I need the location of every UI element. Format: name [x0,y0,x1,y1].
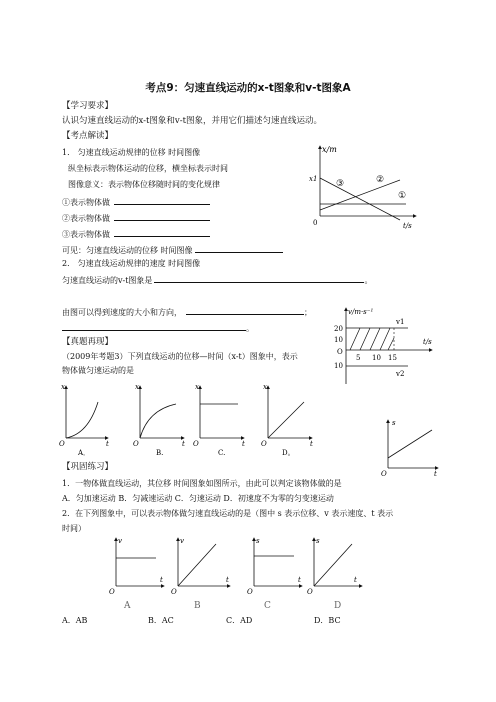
point-3-text: 由图可以得到速度的大小和方向， ； [62,308,312,317]
svg-text:t: t [182,440,185,448]
svg-text:O: O [109,588,115,596]
vt-figure [328,302,438,388]
q2-graph-d[interactable] [307,537,362,611]
section-consolidation: 【巩固练习】 [62,462,114,472]
svg-text:t: t [226,576,229,584]
q2-option-c[interactable]: C．AD [226,616,253,625]
q0-d-line [268,402,304,438]
svg-text:O: O [171,588,177,596]
point-2-heading: 2． 匀速直线运动规律的速度 时间图像 [62,259,201,268]
vt-ytick-20: 20 [334,325,343,333]
vt-blank[interactable] [154,274,364,283]
vt-ylabel: v/m·s⁻¹ [348,308,374,316]
item-3: ③表示物体做 [62,228,210,240]
xt-curve-3-label: ③ [336,179,345,189]
direction-blank[interactable] [62,322,246,331]
question-2: 2．在下列图象中，可以表示物体做匀速直线运动的是（图中 s 表示位移、v 表示速度、t 表示 [62,509,394,518]
question-2009: （2009年考题3）下列直线运动的位移—时间（x-t）图象中，表示 [62,352,298,361]
q0-b-curve [140,404,176,438]
svg-text:O: O [247,588,253,596]
point-1-heading: 1． 匀速直线运动规律的位移 时间图像 [62,148,201,157]
svg-text:O: O [261,440,267,448]
q0-graphs [58,380,318,458]
svg-text:s: s [256,537,260,545]
svg-text:O: O [59,440,65,448]
q1-line [388,430,432,458]
conclusion-blank[interactable] [195,244,283,253]
vt-hatch [350,328,394,350]
q2-graphs [104,534,364,614]
vt-v1-label: v1 [396,318,405,326]
svg-text:C: C [264,601,271,611]
vt-xlabel: t/s [423,338,432,346]
point-1-meaning: 图像意义：表示物体位移随时间的变化规律 [68,180,220,189]
point-2-text: 匀速直线运动的v-t图象是 。 [62,276,373,285]
xt-curve-2-label: ② [376,175,385,185]
svg-text:t: t [354,576,357,584]
vt-origin: O [337,348,343,356]
requirements-text: 认识匀速直线运动的x-t图象和v-t图象，并用它们描述匀速直线运动。 [62,116,323,126]
svg-text:C.: C. [218,449,226,457]
vt-xtick-5: 5 [356,354,361,362]
point-1-axis-desc: 纵坐标表示物体运动的位移，横坐标表示时间 [68,164,228,173]
q2-option-b[interactable]: B．AC [148,616,174,625]
svg-text:t: t [160,576,163,584]
svg-text:v: v [180,537,184,545]
xt-figure [308,140,424,234]
question-2009-line2: 物体做匀速运动的是 [62,366,134,375]
item-2: ②表示物体做 [62,212,210,224]
question-2-line2: 时间） [62,524,86,533]
speed-blank[interactable] [186,306,304,315]
point-1-conclusion: 可见：匀速直线运动的位移 时间图像 [62,244,283,256]
svg-text:v: v [118,537,122,545]
svg-text:D: D [334,601,342,611]
svg-text:O: O [381,470,387,478]
item-1-blank[interactable] [114,196,210,205]
section-real-exam: 【真题再现】 [62,337,114,347]
question-1: 1．一物体做直线运动，其位移 时间图象如图所示，由此可以判定该物体做的是 [62,479,342,488]
item-2-blank[interactable] [114,212,210,221]
q0-graph-d[interactable] [261,383,313,457]
svg-text:x: x [135,383,139,391]
svg-text:B.: B. [156,449,164,457]
item-1: ①表示物体做 [62,196,210,208]
point-3-line2: 。 [62,322,254,334]
item-3-blank[interactable] [114,228,210,237]
q1-graph [372,416,444,478]
xt-x1-label: x1 [309,175,318,183]
section-explanation: 【考点解读】 [62,131,114,141]
xt-ylabel: x/m [322,145,337,154]
svg-text:D。: D。 [282,449,295,457]
svg-text:s: s [392,419,396,427]
q2-graph-c[interactable] [247,537,302,611]
svg-text:x: x [61,383,65,391]
svg-text:t: t [106,440,109,448]
q0-graph-b[interactable] [133,383,185,457]
q2-graph-b[interactable] [171,537,230,611]
vt-ytick-neg10: 10 [334,362,343,370]
q2-option-d[interactable]: D．BC [314,616,341,625]
question-1-options[interactable]: A．匀加速运动 B．匀减速运动 C．匀速运动 D．初速度不为零的匀变速运动 [62,494,334,503]
q2-graph-a[interactable] [109,537,164,611]
svg-text:t: t [434,470,437,478]
vt-ytick-10: 10 [334,336,343,344]
svg-text:t: t [242,440,245,448]
xt-origin: 0 [313,219,318,227]
svg-text:s: s [316,537,320,545]
svg-text:O: O [193,440,199,448]
svg-text:x: x [195,383,199,391]
svg-text:O: O [307,588,313,596]
xt-curve-1-label: ① [398,191,407,201]
q0-a-curve [66,402,98,438]
svg-text:A: A [124,601,131,611]
page-title: 考点9：匀速直线运动的x-t图象和v-t图象A [145,82,351,94]
svg-text:x: x [263,383,267,391]
xt-xlabel: t/s [403,222,412,230]
svg-text:t: t [298,576,301,584]
svg-text:B: B [194,601,201,611]
svg-text:O: O [133,440,139,448]
q2-option-a[interactable]: A．AB [62,616,88,625]
section-requirements: 【学习要求】 [62,101,114,111]
svg-text:A．: A． [78,449,91,457]
q0-graph-a[interactable] [59,383,109,457]
vt-v2-label: v2 [396,370,405,378]
vt-xtick-10: 10 [372,354,381,362]
q0-graph-c[interactable] [193,383,245,457]
vt-xtick-15: 15 [388,354,397,362]
svg-text:t: t [310,440,313,448]
